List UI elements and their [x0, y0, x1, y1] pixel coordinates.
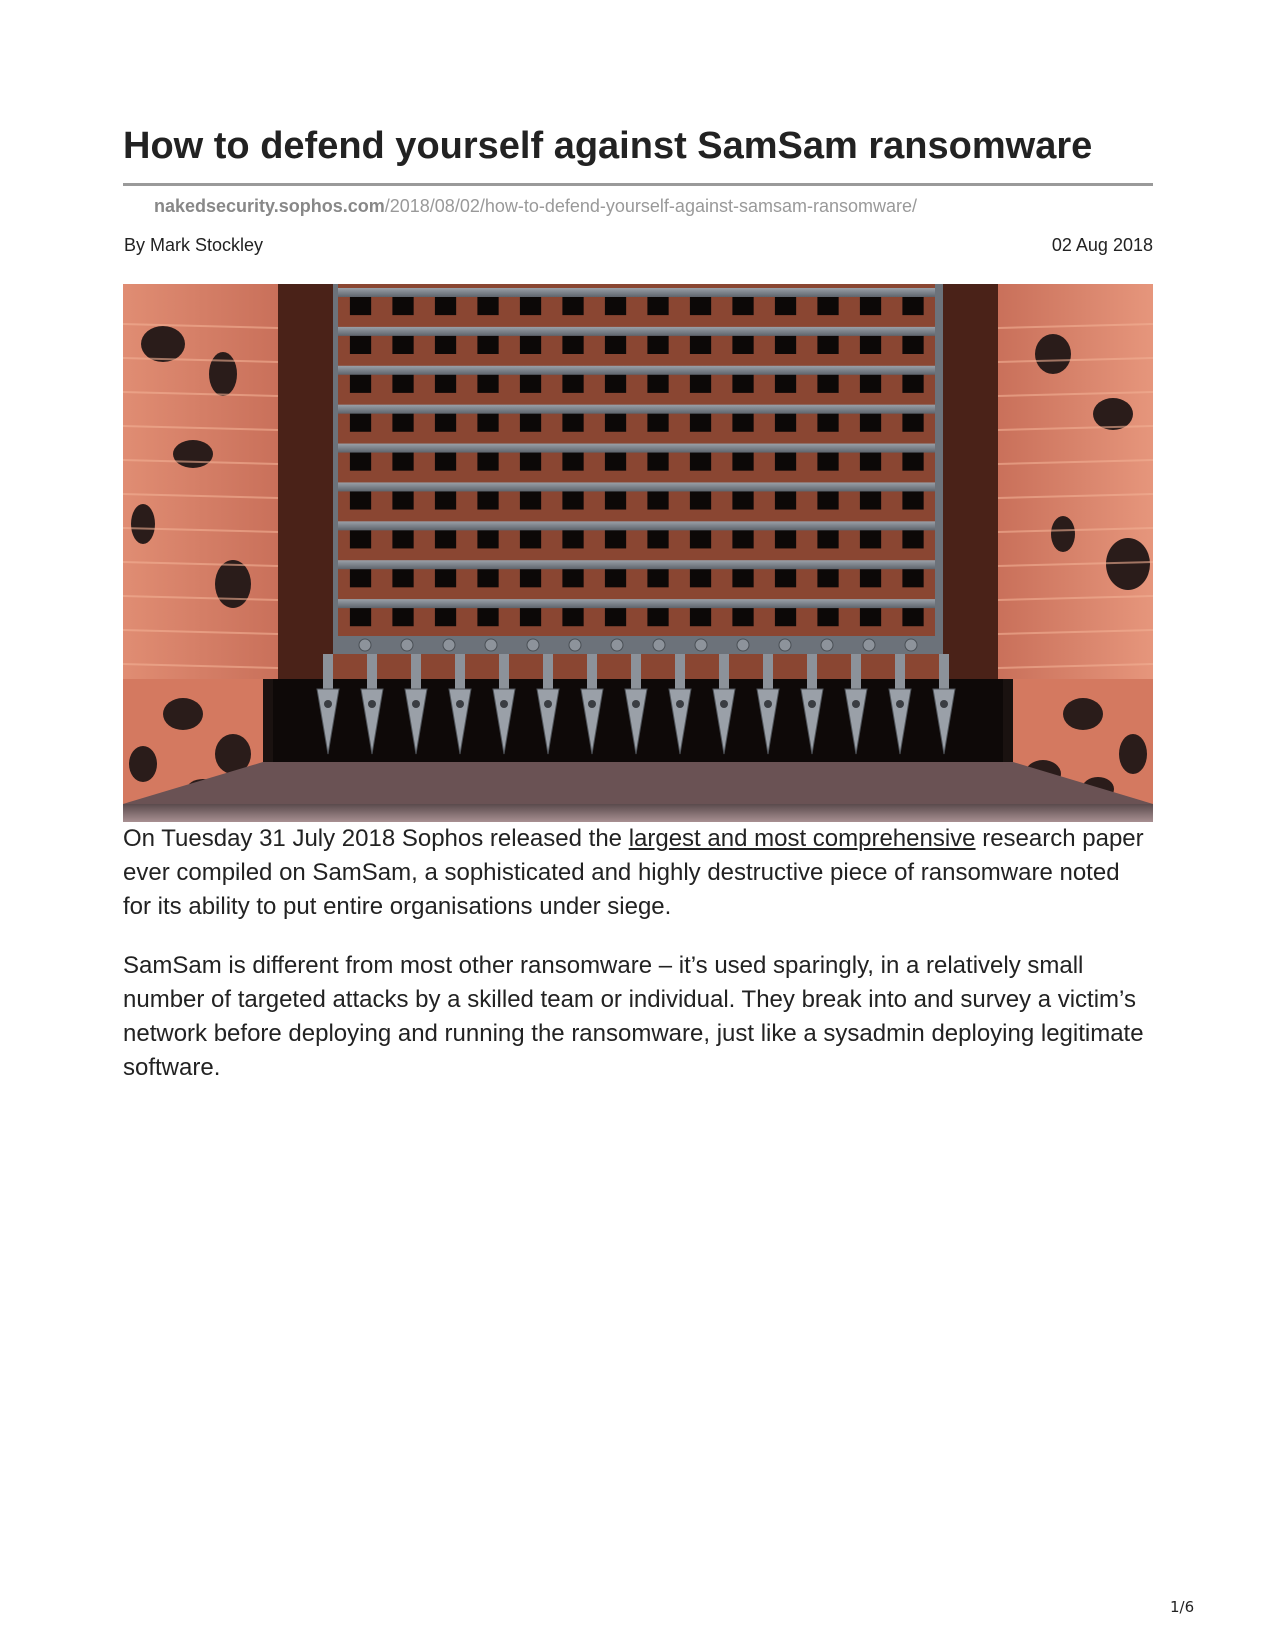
title-divider	[123, 183, 1153, 186]
source-url-path[interactable]: /2018/08/02/how-to-defend-yourself-against-samsam-ransomware/	[384, 196, 918, 216]
portcullis-gate-image	[123, 284, 1153, 822]
paragraph-intro	[123, 822, 1153, 924]
paragraph-intro-text-end: research paper ever compiled on SamSam, a sophisticated and highly destructive piece of ransomware noted for its ability to put entire organisations under siege.	[123, 825, 1144, 920]
paragraph-intro-text-start: On Tuesday 31 July 2018 Sophos released the	[123, 825, 629, 852]
article-body	[123, 822, 1153, 1110]
paragraph-samsam-description: SamSam is different from most other ransomware – it’s used sparingly, in a relatively small number of targeted attacks by a skilled team or individual. They break into and survey a victim’s network before deploying and running the ransomware, just like a sysadmin deploying legitimate software.	[123, 952, 1144, 1081]
article-title: How to defend yourself against SamSam ransomware	[123, 125, 1093, 167]
research-paper-link[interactable]: largest and most comprehensive	[628, 825, 976, 852]
author-byline: By Mark Stockley	[124, 235, 264, 255]
page-number: 1/6	[1170, 1598, 1195, 1616]
source-url[interactable]	[154, 196, 917, 217]
source-url-domain[interactable]: nakedsecurity.sophos.com	[154, 196, 385, 216]
hero-image	[123, 284, 1153, 822]
publish-date: 02 Aug 2018	[1051, 235, 1153, 255]
